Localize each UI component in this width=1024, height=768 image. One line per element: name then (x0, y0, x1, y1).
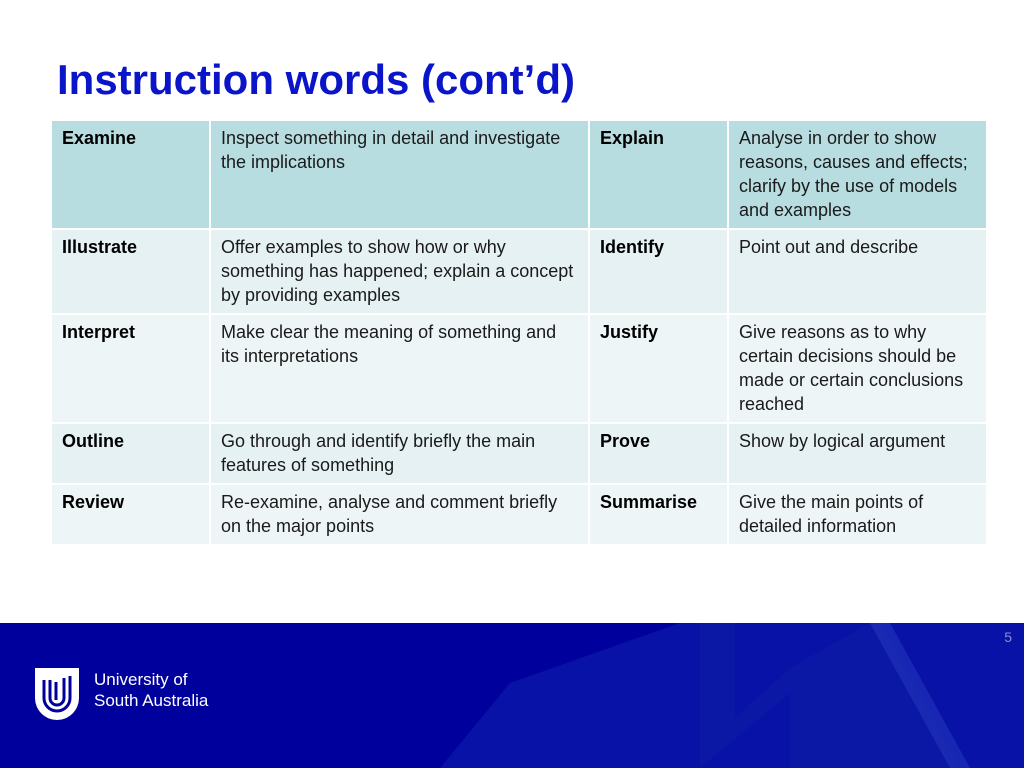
instruction-term: Identify (590, 230, 729, 315)
instruction-definition: Make clear the meaning of something and its interpretations (211, 315, 590, 424)
instruction-definition: Offer examples to show how or why something has happened; explain a concept by providing examples (211, 230, 590, 315)
table-row (52, 485, 986, 546)
instruction-term: Interpret (52, 315, 211, 424)
slide-title: Instruction words (cont’d) (57, 56, 575, 103)
instruction-definition: Give the main points of detailed information (729, 485, 986, 546)
instruction-definition: Show by logical argument (729, 424, 986, 485)
university-name-line2: South Australia (94, 691, 209, 710)
instruction-definition: Inspect something in detail and investigate the implications (211, 121, 590, 230)
university-name-line1: University of (94, 670, 188, 689)
instruction-term: Justify (590, 315, 729, 424)
instruction-definition: Re-examine, analyse and comment briefly on the major points (211, 485, 590, 546)
instruction-definition: Give reasons as to why certain decisions should be made or certain conclusions reached (729, 315, 986, 424)
instruction-term: Summarise (590, 485, 729, 546)
instruction-definition: Analyse in order to show reasons, causes and effects; clarify by the use of models and examples (729, 121, 986, 230)
instruction-definition: Go through and identify briefly the main features of something (211, 424, 590, 485)
footer-banner (0, 623, 1024, 768)
table-row (52, 230, 986, 315)
instruction-term: Outline (52, 424, 211, 485)
instruction-definition: Point out and describe (729, 230, 986, 315)
instruction-words-table (52, 121, 986, 546)
instruction-term: Prove (590, 424, 729, 485)
table-row (52, 315, 986, 424)
table-row (52, 424, 986, 485)
instruction-term: Examine (52, 121, 211, 230)
unisa-logo-icon (35, 668, 79, 724)
instruction-term: Illustrate (52, 230, 211, 315)
table-row (52, 121, 986, 230)
university-name (94, 669, 208, 711)
page-number: 5 (1004, 629, 1012, 645)
instruction-term: Review (52, 485, 211, 546)
instruction-term: Explain (590, 121, 729, 230)
